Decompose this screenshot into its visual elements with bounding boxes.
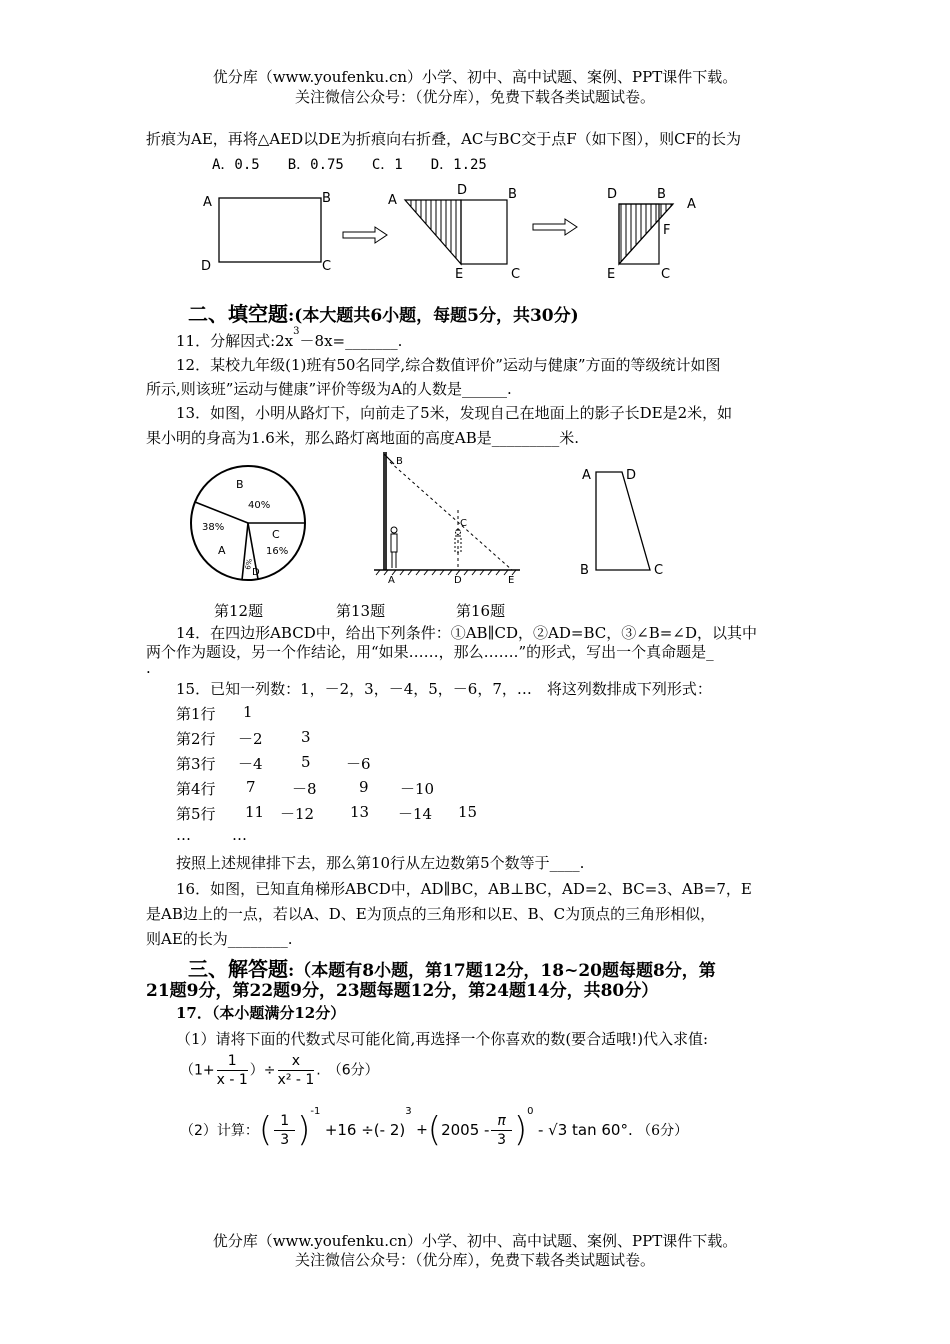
q12-line-1: 12．某校九年级(1)班有50名同学,综合数值评价”运动与健康”方面的等级统计如图 [176,356,721,374]
footer-line-1: 优分库（www.youfenku.cn）小学、初中、高中试题、案例、PPT课件下载。 [212,1232,738,1250]
q11: 11．分解因式$:2x^3-8x=\_\_\_\_\_\_\_$. [176,326,403,350]
lamp-label-a: A [388,575,395,586]
header-line-1: 优分库（www.youfenku.cn）小学、初中、高中试题、案例、PPT课件下载。 [212,68,738,86]
svg-text:D: D [607,187,618,202]
q10-text: 折痕为AE，再将△AED以DE为折痕向右折叠，AC与BC交于点F（如下图），则CF的长为 [146,130,741,148]
lamp-label-c: C [460,518,467,529]
pie-pct-d: 6% [244,558,254,571]
svg-text:C: C [511,267,521,282]
caption-13: 第13题 [336,602,386,620]
section-3-heading-line-1: 三、解答题:（本题有8小题，第17题12分，18~20题每题8分，第 [188,957,716,981]
q14-line-2: 两个作为题设，另一个作结论，用“如果……，那么…….”的形式，写出一个真命题是_ [146,643,714,661]
q17-part-1: （1）请将下面的代数式尽可能化简,再选择一个你喜欢的数(要合适哦!)代入求值: [176,1030,709,1048]
trap-label-c: C [654,563,664,578]
pie-label-d: D [252,567,260,578]
trap-label-b: B [580,563,589,578]
q15-dots-1: … [176,826,191,844]
folding-figure [195,182,715,282]
label-a: A [203,195,212,210]
svg-text:D: D [457,183,468,198]
arrow-right-icon [343,227,387,243]
q15-row-5: 第5行 11 －12 13 －14 15 [176,803,478,823]
label-c: C [322,259,332,274]
trap-label-a: A [582,468,591,483]
pie-label-c: C [272,528,280,541]
section-3-heading-line-2: 21题9分，第22题9分，23题每题12分，第24题14分，共80分） [146,981,659,1001]
pie-pct-a: 38% [202,522,225,533]
lamp-label-b: B [396,456,403,467]
q16-line-3: 则AE的长为________. [146,930,293,948]
q15-row-3: 第3行 －4 5 －6 [176,753,371,773]
trapezoid-figure [578,462,678,580]
q13-line-2: 果小明的身高为1.6米，那么路灯离地面的高度AB是_________米. [146,429,579,447]
q15-dots-2: … [232,826,247,844]
q10-options: A．0.5 B．0.75 C．1 D．1.25 [212,157,487,173]
pie-pct-c: 16% [266,546,289,557]
svg-text:E: E [607,267,616,282]
svg-text:E: E [455,267,464,282]
q15-row-4: 第4行 7 －8 9 －10 [176,778,435,798]
q17-expression-2: （2）计算：( $\frac{1}{3}$ )$^{-1}$ +16 ÷(- 2)$^3$ +(2005 - $\frac{\pi}{3}$ )$^0$ - √3 tan 60°. （6分） [180,1106,689,1150]
q17-expression-1: （1+ $\frac{1}{x - 1}$ ）÷ $\frac{x}{\text{x² - 1}}$ . （6分） [180,1053,379,1088]
svg-text:B: B [508,187,517,202]
q16-line-2: 是AB边上的一点，若以A、D、E为顶点的三角形和以E、B、C为顶点的三角形相似， [146,905,716,923]
q15-question: 按照上述规律排下去，那么第10行从左边数第5个数等于____. [176,854,585,872]
label-b: B [322,191,331,206]
label-d: D [201,259,212,274]
header-line-2: 关注微信公众号：（优分库），免费下载各类试题试卷。 [294,88,655,106]
pie-chart [186,460,316,586]
lamp-shadow-figure [372,448,522,588]
lamp-label-e: E [508,575,515,586]
svg-text:F: F [663,223,671,238]
q15-row-2: 第2行 －2 3 [176,728,311,748]
footer-line-2: 关注微信公众号：（优分库），免费下载各类试题试卷。 [294,1251,655,1269]
q13-line-1: 13．如图，小明从路灯下，向前走了5米，发现自己在地面上的影子长DE是2米，如 [176,404,733,422]
caption-16: 第16题 [456,602,506,620]
q12-line-2: 所示,则该班”运动与健康”评价等级为A的人数是______. [146,380,512,398]
lamp-label-d: D [454,575,462,586]
pie-label-a: A [218,544,226,557]
folded-triangle [405,200,461,264]
trap-label-d: D [626,468,637,483]
section-2-title: 二、填空题 [188,302,288,326]
q16-line-1: 16．如图，已知直角梯形ABCD中，AD∥BC，AB⊥BC，AD=2、BC=3、AB=7，E [176,880,752,898]
section-3-title: 三、解答题 [188,957,288,981]
rectangle-abcd [219,198,321,262]
svg-text:A: A [388,193,397,208]
svg-text:A: A [687,197,696,212]
section-2-subtitle: :(本大题共6小题，每题5分，共30分) [288,306,579,326]
q14-line-1: 14．在四边形ABCD中，给出下列条件：①AB∥CD，②AD=BC，③∠B=∠D，以其中 [176,624,757,642]
svg-text:B: B [657,187,666,202]
q17-title: 17．（本小题满分12分） [176,1004,346,1022]
caption-12: 第12题 [214,602,264,620]
pie-label-b: B [236,478,244,491]
arrow-right-icon [533,219,577,235]
pie-pct-b: 40% [248,500,271,511]
q15-row-1: 第1行 1 [176,703,253,723]
svg-text:C: C [661,267,671,282]
q14-line-3: . [146,659,151,677]
section-2-heading [188,298,579,327]
q15-intro: 15．已知一列数：1，－2，3，－4，5，－6，7，… 将这列数排成下列形式： [176,680,712,698]
